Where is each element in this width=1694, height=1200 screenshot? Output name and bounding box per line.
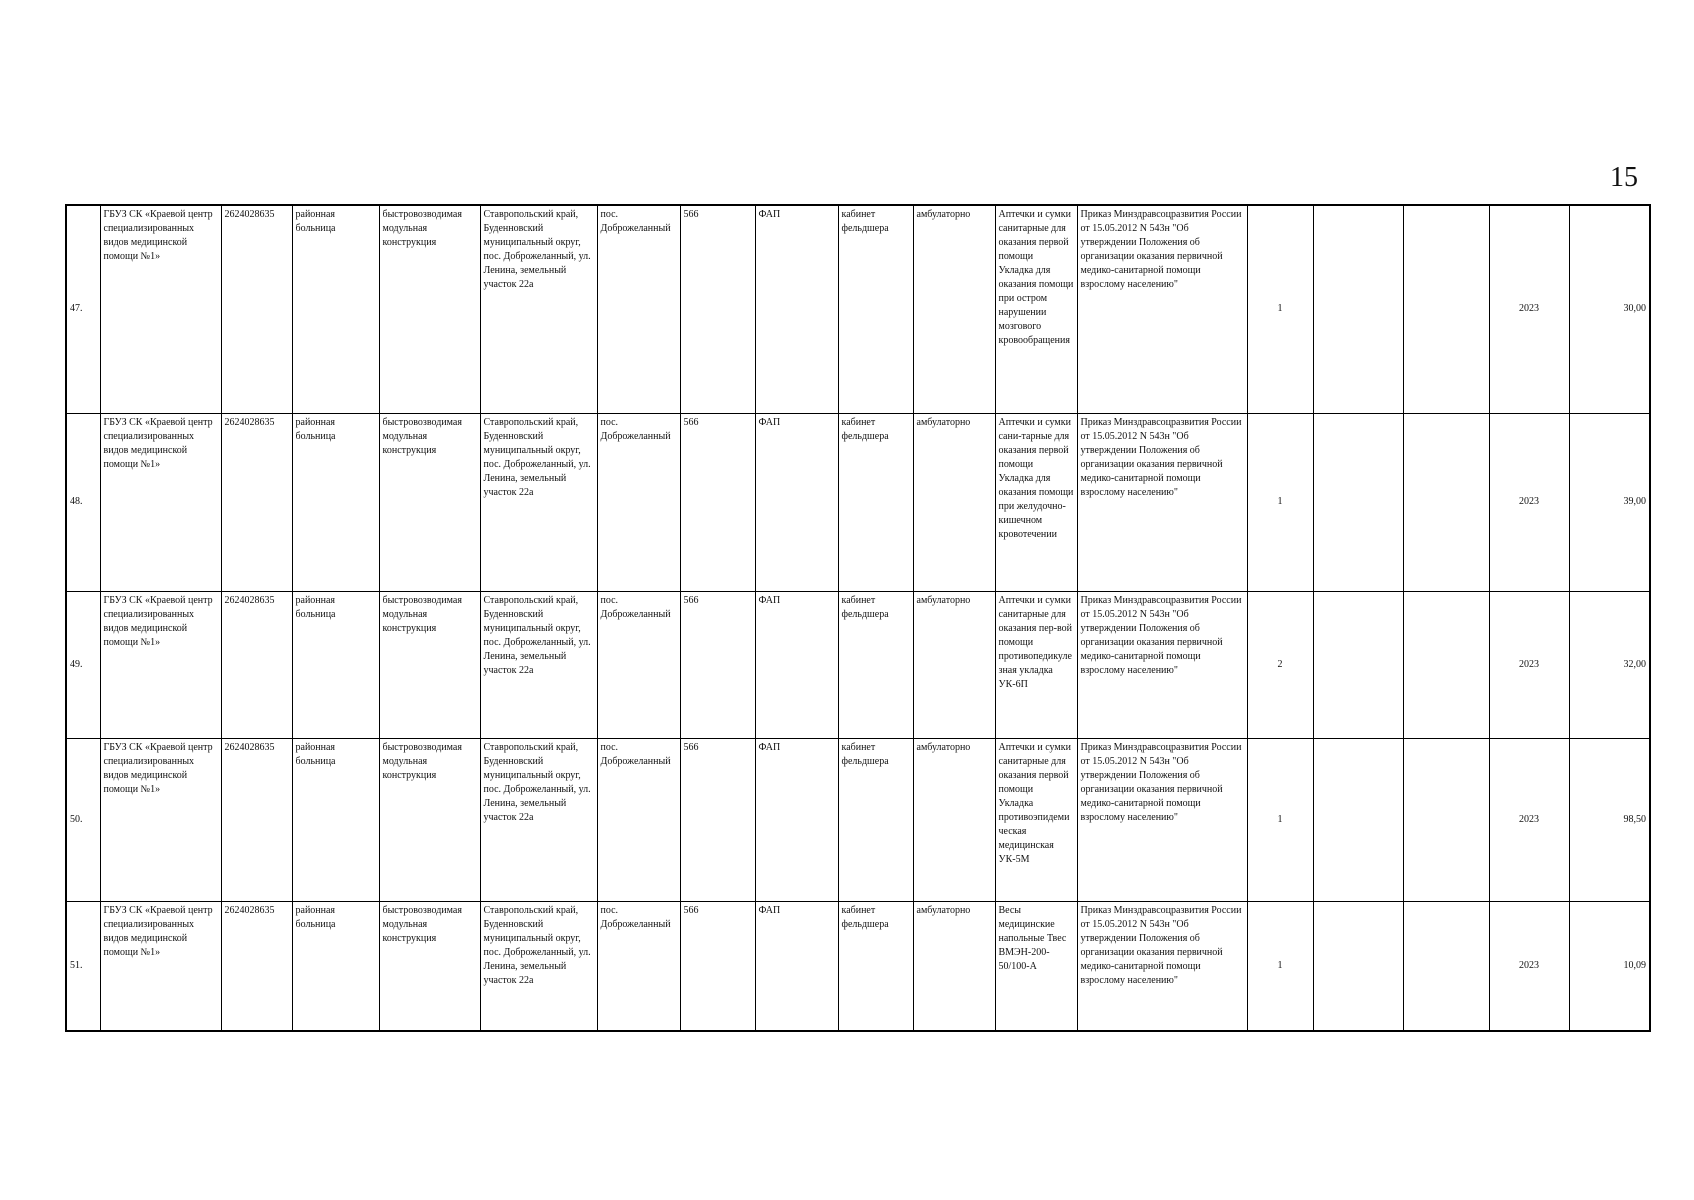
empty-cell [1313,205,1403,413]
cost-cell: 32,00 [1569,591,1650,738]
regulation-order-cell: Приказ Минздравсоцразвития России от 15.05.2012 N 543н "Об утверждении Положения об организации оказания первичной медико-санитарной помощи взрослому населению" [1077,205,1247,413]
regulation-order-cell: Приказ Минздравсоцразвития России от 15.05.2012 N 543н "Об утверждении Положения об организации оказания первичной медико-санитарной помощи взрослому населению" [1077,901,1247,1031]
address-cell: Ставропольский край, Буденновский муниципальный округ, пос. Доброжеланный, ул. Ленина, земельный участок 22а [480,205,597,413]
empty-cell [1313,738,1403,901]
population-cell: 566 [680,901,755,1031]
population-cell: 566 [680,413,755,591]
cost-cell: 10,09 [1569,901,1650,1031]
care-mode-cell: амбулаторно [913,738,995,901]
address-cell: Ставропольский край, Буденновский муниципальный округ, пос. Доброжеланный, ул. Ленина, земельный участок 22а [480,413,597,591]
settlement-cell: пос. Доброжеланный [597,413,680,591]
care-mode-cell: амбулаторно [913,901,995,1031]
table-row [66,738,1650,901]
empty-cell [1403,413,1489,591]
row-number: 51. [66,901,100,1031]
inn-cell: 2624028635 [221,738,292,901]
organization-cell: ГБУЗ СК «Краевой центр специализированных видов медицинской помощи №1» [100,413,221,591]
year-cell: 2023 [1489,901,1569,1031]
quantity-cell: 1 [1247,413,1313,591]
population-cell: 566 [680,591,755,738]
empty-cell [1403,591,1489,738]
institution-type-cell: районная больница [292,413,379,591]
room-cell: кабинет фельдшера [838,205,913,413]
quantity-cell: 2 [1247,591,1313,738]
settlement-cell: пос. Доброжеланный [597,205,680,413]
construction-type-cell: быстровозводимая модульная конструкция [379,205,480,413]
equipment-cell: Аптечки и сумки санитарные для оказания первой помощи Укладка противоэпидемическая медицинская УК-5М [995,738,1077,901]
year-cell: 2023 [1489,738,1569,901]
address-cell: Ставропольский край, Буденновский муниципальный округ, пос. Доброжеланный, ул. Ленина, земельный участок 22а [480,738,597,901]
table-row [66,591,1650,738]
cost-cell: 39,00 [1569,413,1650,591]
regulation-order-cell: Приказ Минздравсоцразвития России от 15.05.2012 N 543н "Об утверждении Положения об организации оказания первичной медико-санитарной помощи взрослому населению" [1077,738,1247,901]
population-cell: 566 [680,738,755,901]
institution-type-cell: районная больница [292,901,379,1031]
construction-type-cell: быстровозводимая модульная конструкция [379,901,480,1031]
care-mode-cell: амбулаторно [913,591,995,738]
year-cell: 2023 [1489,413,1569,591]
table-row [66,413,1650,591]
facility-type-cell: ФАП [755,205,838,413]
room-cell: кабинет фельдшера [838,901,913,1031]
institution-type-cell: районная больница [292,738,379,901]
empty-cell [1403,901,1489,1031]
institution-type-cell: районная больница [292,205,379,413]
row-number: 48. [66,413,100,591]
population-cell: 566 [680,205,755,413]
row-number: 49. [66,591,100,738]
row-number: 47. [66,205,100,413]
care-mode-cell: амбулаторно [913,413,995,591]
empty-cell [1313,901,1403,1031]
equipment-cell: Аптечки и сумки санитарные для оказания пер-вой помощи противопедикуле зная укладка УК-6П [995,591,1077,738]
facility-type-cell: ФАП [755,591,838,738]
organization-cell: ГБУЗ СК «Краевой центр специализированных видов медицинской помощи №1» [100,901,221,1031]
page-number: 15 [1610,162,1638,193]
empty-cell [1403,205,1489,413]
care-mode-cell: амбулаторно [913,205,995,413]
empty-cell [1403,738,1489,901]
empty-cell [1313,413,1403,591]
room-cell: кабинет фельдшера [838,591,913,738]
equipment-registry-table [65,204,1651,1032]
organization-cell: ГБУЗ СК «Краевой центр специализированных видов медицинской помощи №1» [100,205,221,413]
year-cell: 2023 [1489,205,1569,413]
inn-cell: 2624028635 [221,591,292,738]
settlement-cell: пос. Доброжеланный [597,591,680,738]
equipment-cell: Аптечки и сумки санитарные для оказания первой помощи Укладка для оказания помощи при остром нарушении мозгового кровообращения [995,205,1077,413]
equipment-cell: Весы медицинские напольные Твес ВМЭН-200-50/100-А [995,901,1077,1031]
regulation-order-cell: Приказ Минздравсоцразвития России от 15.05.2012 N 543н "Об утверждении Положения об организации оказания первичной медико-санитарной помощи взрослому населению" [1077,591,1247,738]
row-number: 50. [66,738,100,901]
cost-cell: 30,00 [1569,205,1650,413]
inn-cell: 2624028635 [221,205,292,413]
address-cell: Ставропольский край, Буденновский муниципальный округ, пос. Доброжеланный, ул. Ленина, земельный участок 22а [480,901,597,1031]
address-cell: Ставропольский край, Буденновский муниципальный округ, пос. Доброжеланный, ул. Ленина, земельный участок 22а [480,591,597,738]
organization-cell: ГБУЗ СК «Краевой центр специализированных видов медицинской помощи №1» [100,738,221,901]
settlement-cell: пос. Доброжеланный [597,738,680,901]
cost-cell: 98,50 [1569,738,1650,901]
facility-type-cell: ФАП [755,901,838,1031]
year-cell: 2023 [1489,591,1569,738]
institution-type-cell: районная больница [292,591,379,738]
room-cell: кабинет фельдшера [838,413,913,591]
construction-type-cell: быстровозводимая модульная конструкция [379,738,480,901]
construction-type-cell: быстровозводимая модульная конструкция [379,591,480,738]
inn-cell: 2624028635 [221,413,292,591]
facility-type-cell: ФАП [755,413,838,591]
regulation-order-cell: Приказ Минздравсоцразвития России от 15.05.2012 N 543н "Об утверждении Положения об организации оказания первичной медико-санитарной помощи взрослому населению" [1077,413,1247,591]
empty-cell [1313,591,1403,738]
table-row [66,205,1650,413]
room-cell: кабинет фельдшера [838,738,913,901]
inn-cell: 2624028635 [221,901,292,1031]
facility-type-cell: ФАП [755,738,838,901]
organization-cell: ГБУЗ СК «Краевой центр специализированных видов медицинской помощи №1» [100,591,221,738]
construction-type-cell: быстровозводимая модульная конструкция [379,413,480,591]
equipment-cell: Аптечки и сумки сани-тарные для оказания первой помощи Укладка для оказания помощи при желудочно-кишечном кровотечении [995,413,1077,591]
settlement-cell: пос. Доброжеланный [597,901,680,1031]
quantity-cell: 1 [1247,205,1313,413]
table-row [66,901,1650,1031]
quantity-cell: 1 [1247,738,1313,901]
quantity-cell: 1 [1247,901,1313,1031]
